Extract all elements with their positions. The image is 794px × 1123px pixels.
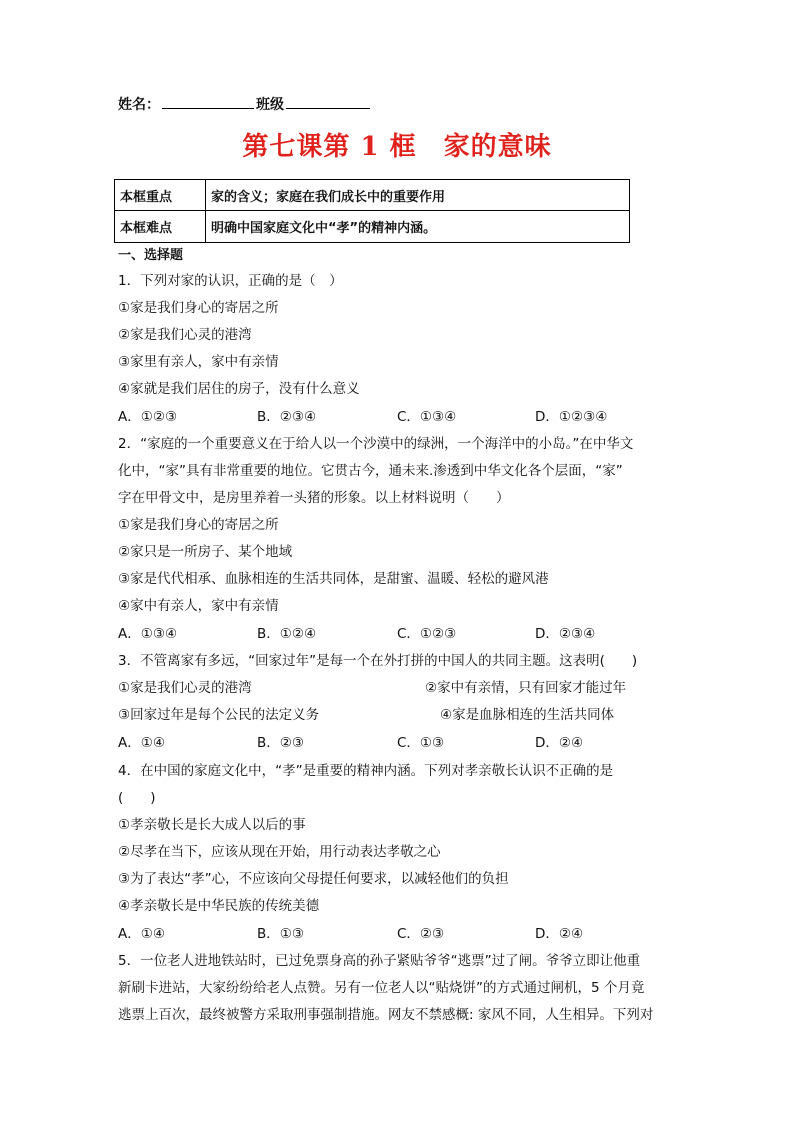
name-blank[interactable] (162, 94, 254, 109)
option-a[interactable]: A．①②③ (118, 409, 178, 425)
question-4-item: ③为了表达“孝”心，不应该向父母提任何要求，以减轻他们的负担 (118, 871, 509, 887)
info-key: 本框难点 (115, 211, 206, 243)
option-a[interactable]: A．①④ (118, 735, 165, 751)
question-1-stem: 1．下列对家的认识，正确的是（ ） (118, 273, 343, 289)
class-blank[interactable] (286, 94, 370, 109)
question-2-item: ③家是代代相承、血脉相连的生活共同体，是甜蜜、温暖、轻松的避风港 (118, 571, 549, 587)
option-b[interactable]: B．②③④ (257, 409, 317, 425)
option-b[interactable]: B．②③ (257, 735, 304, 751)
option-d[interactable]: D．②③④ (535, 626, 596, 642)
question-3-item: ①家是我们心灵的港湾 (118, 680, 252, 696)
question-4-item: ②尽孝在当下，应该从现在开始，用行动表达孝敬之心 (118, 844, 441, 860)
name-class-line (118, 94, 370, 114)
question-3-item: ②家中有亲情，只有回家才能过年 (425, 680, 627, 696)
section-title: 一、选择题 (118, 248, 184, 263)
option-c[interactable]: C．①③ (397, 735, 445, 751)
question-3-item: ④家是血脉相连的生活共同体 (440, 707, 615, 723)
question-5-stem: 逃票上百次，最终被警方采取刑事强制措施。网友不禁感概: 家风不同，人生相异。下列对 (118, 1007, 654, 1023)
option-d[interactable]: D．①②③④ (535, 409, 608, 425)
question-1-item: ①家是我们身心的寄居之所 (118, 300, 279, 316)
question-1-item: ③家里有亲人，家中有亲情 (118, 354, 279, 370)
question-2-options (118, 621, 678, 648)
question-2-stem: 2．“家庭的一个重要意义在于给人以一个沙漠中的绿洲，一个海洋中的小岛。”在中华文 (118, 436, 634, 452)
question-2-item: ②家只是一所房子、某个地域 (118, 544, 293, 560)
question-4-item: ①孝亲敬长是长大成人以后的事 (118, 817, 306, 833)
option-c[interactable]: C．②③ (397, 926, 445, 942)
question-3-options (118, 730, 678, 757)
question-5-stem: 新刷卡进站，大家纷纷给老人点赞。另有一位老人以“贴烧饼”的方式通过闸机，5 个月竟 (118, 980, 645, 996)
question-3-item-row (118, 675, 678, 702)
option-b[interactable]: B．①②④ (257, 626, 317, 642)
info-key: 本框重点 (115, 180, 206, 211)
question-2-item: ④家中有亲人，家中有亲情 (118, 598, 279, 614)
info-value: 明确中国家庭文化中“孝”的精神内涵。 (206, 211, 630, 243)
lesson-info-table (114, 179, 630, 243)
question-3-item: ③回家过年是每个公民的法定义务 (118, 707, 320, 723)
question-4-options (118, 921, 678, 948)
info-row-focus (115, 180, 630, 211)
question-1-options (118, 404, 678, 431)
question-4-item: ④孝亲敬长是中华民族的传统美德 (118, 898, 320, 914)
option-b[interactable]: B．①③ (257, 926, 304, 942)
question-5-stem: 5．一位老人进地铁站时，已过免票身高的孙子紧贴爷爷“逃票”过了闸。爷爷立即让他重 (118, 953, 641, 969)
lesson-title: 第七课第 1 框 家的意味 (242, 132, 552, 162)
question-2-stem: 字在甲骨文中，是房里养着一头猪的形象。以上材料说明（ ） (118, 490, 510, 506)
question-3-stem: 3．不管离家有多远，“回家过年”是每一个在外打拼的中国人的共同主题。这表明( ) (118, 653, 638, 669)
question-2-stem: 化中，“家”具有非常重要的地位。它贯古今，通未来.渗透到中华文化各个层面，“家” (118, 463, 623, 479)
option-a[interactable]: A．①④ (118, 926, 165, 942)
name-label: 姓名： (118, 97, 160, 113)
question-1-item: ④家就是我们居住的房子，没有什么意义 (118, 381, 360, 397)
option-d[interactable]: D．②④ (535, 735, 584, 751)
option-c[interactable]: C．①②③ (397, 626, 457, 642)
class-label: 班级 (256, 97, 284, 113)
info-value: 家的含义；家庭在我们成长中的重要作用 (206, 180, 630, 211)
question-3-item-row (118, 702, 678, 729)
option-a[interactable]: A．①③④ (118, 626, 178, 642)
option-d[interactable]: D．②④ (535, 926, 584, 942)
info-row-difficulty (115, 211, 630, 243)
question-4-stem: 4．在中国的家庭文化中，“孝”是重要的精神内涵。下列对孝亲敬长认识不正确的是 (118, 763, 614, 779)
question-4-stem: ( ) (118, 790, 156, 806)
question-1-item: ②家是我们心灵的港湾 (118, 327, 252, 343)
question-2-item: ①家是我们身心的寄居之所 (118, 517, 279, 533)
option-c[interactable]: C．①③④ (397, 409, 457, 425)
